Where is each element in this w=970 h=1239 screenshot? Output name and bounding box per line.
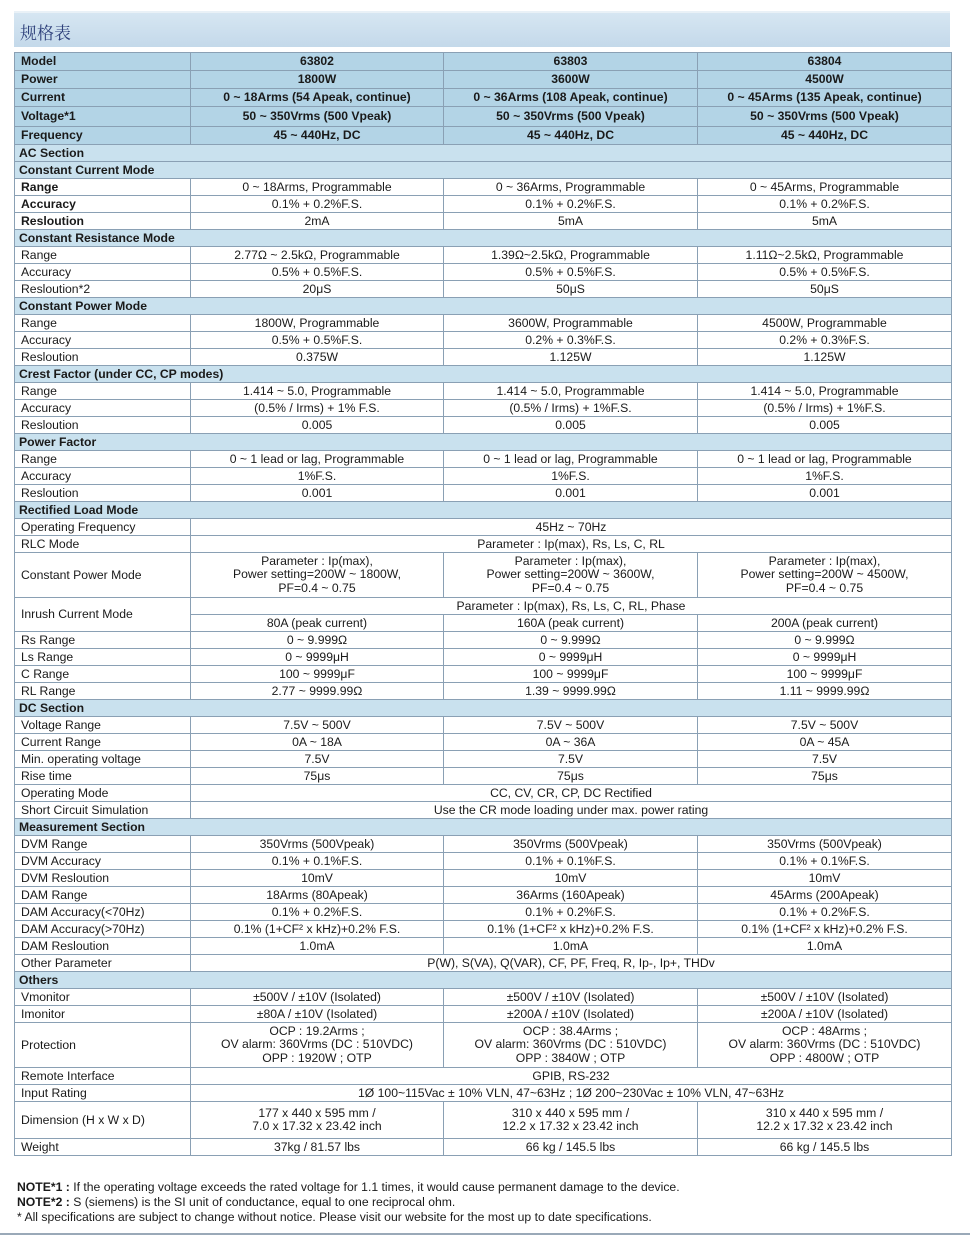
spec-row: [15, 972, 952, 989]
section-title: AC Section: [15, 145, 952, 162]
row-value: 1.11 ~ 9999.99Ω: [698, 683, 952, 700]
row-label: Frequency: [15, 127, 191, 145]
row-value: 20μS: [191, 281, 444, 298]
row-value: 37kg / 81.57 lbs: [191, 1139, 444, 1156]
row-value: 0A ~ 36A: [444, 734, 698, 751]
row-value: Parameter : Ip(max), Power setting=200W ~ 1800W, PF=0.4 ~ 0.75: [191, 553, 444, 598]
row-value: 350Vrms (500Vpeak): [191, 836, 444, 853]
row-value: 0.005: [444, 417, 698, 434]
spec-row: [15, 683, 952, 700]
row-value: 75μs: [444, 768, 698, 785]
spec-row: [15, 332, 952, 349]
row-value: 75μs: [191, 768, 444, 785]
section-title: Measurement Section: [15, 819, 952, 836]
row-label: Constant Power Mode: [15, 553, 191, 598]
spec-row: [15, 989, 952, 1006]
row-value: ±80A / ±10V (Isolated): [191, 1006, 444, 1023]
spec-row: [15, 213, 952, 230]
row-value: CC, CV, CR, CP, DC Rectified: [191, 785, 952, 802]
row-value: 7.5V: [444, 751, 698, 768]
section-title: Constant Resistance Mode: [15, 230, 952, 247]
row-value: 2.77 ~ 9999.99Ω: [191, 683, 444, 700]
row-value: 0.1% + 0.1%F.S.: [444, 853, 698, 870]
row-label: C Range: [15, 666, 191, 683]
row-value: 0.2% + 0.3%F.S.: [698, 332, 952, 349]
spec-row: [15, 853, 952, 870]
row-value: 66 kg / 145.5 lbs: [444, 1139, 698, 1156]
row-label: Ls Range: [15, 649, 191, 666]
spec-table: [14, 52, 952, 1156]
spec-row: [15, 802, 952, 819]
row-value: 1.414 ~ 5.0, Programmable: [698, 383, 952, 400]
row-value: 0.5% + 0.5%F.S.: [698, 264, 952, 281]
row-value: 0 ~ 18Arms, Programmable: [191, 179, 444, 196]
row-value: 0.1% + 0.2%F.S.: [444, 196, 698, 213]
section-title: DC Section: [15, 700, 952, 717]
spec-row: [15, 417, 952, 434]
row-value: 45Hz ~ 70Hz: [191, 519, 952, 536]
spec-row: [15, 768, 952, 785]
row-value: 0 ~ 9999μH: [698, 649, 952, 666]
spec-row: [15, 89, 952, 107]
row-value: 0 ~ 36Arms (108 Apeak, continue): [444, 89, 698, 107]
spec-row: [15, 921, 952, 938]
row-value: 45 ~ 440Hz, DC: [191, 127, 444, 145]
row-label: Current: [15, 89, 191, 107]
note-text: S (siemens) is the SI unit of conductance, equal to one reciprocal ohm.: [73, 1195, 456, 1209]
spec-row: [15, 649, 952, 666]
row-label: Voltage*1: [15, 107, 191, 127]
row-value: 45 ~ 440Hz, DC: [698, 127, 952, 145]
row-label: DAM Resloution: [15, 938, 191, 955]
row-value: 10mV: [444, 870, 698, 887]
spec-row: [15, 281, 952, 298]
row-value: 0.005: [698, 417, 952, 434]
row-value: 63803: [444, 53, 698, 71]
row-value: 310 x 440 x 595 mm / 12.2 x 17.32 x 23.42 inch: [444, 1102, 698, 1139]
spec-row: [15, 519, 952, 536]
row-value: 1800W: [191, 71, 444, 89]
row-value: 0.1% + 0.2%F.S.: [191, 904, 444, 921]
row-label: Resloution: [15, 417, 191, 434]
section-title: Constant Current Mode: [15, 162, 952, 179]
row-value: 45Arms (200Apeak): [698, 887, 952, 904]
spec-row: [15, 938, 952, 955]
spec-row: [15, 502, 952, 519]
section-title: Crest Factor (under CC, CP modes): [15, 366, 952, 383]
row-label: Vmonitor: [15, 989, 191, 1006]
section-title: Power Factor: [15, 434, 952, 451]
row-value: 50 ~ 350Vrms (500 Vpeak): [698, 107, 952, 127]
spec-row: [15, 162, 952, 179]
spec-row: [15, 598, 952, 615]
row-value: 66 kg / 145.5 lbs: [698, 1139, 952, 1156]
row-value: 10mV: [698, 870, 952, 887]
row-label: Resloution: [15, 213, 191, 230]
row-value: 0.2% + 0.3%F.S.: [444, 332, 698, 349]
note-tag: NOTE*1 :: [17, 1180, 70, 1194]
row-value: 50μS: [444, 281, 698, 298]
row-label: Accuracy: [15, 196, 191, 213]
spec-row: [15, 179, 952, 196]
row-value: 350Vrms (500Vpeak): [444, 836, 698, 853]
row-label: Imonitor: [15, 1006, 191, 1023]
row-value: 100 ~ 9999μF: [698, 666, 952, 683]
spec-row: [15, 451, 952, 468]
row-label: Weight: [15, 1139, 191, 1156]
row-label: Accuracy: [15, 264, 191, 281]
row-value: Use the CR mode loading under max. power rating: [191, 802, 952, 819]
row-value: 100 ~ 9999μF: [191, 666, 444, 683]
row-value: 75μs: [698, 768, 952, 785]
section-title: Constant Power Mode: [15, 298, 952, 315]
row-value: 1Ø 100~115Vac ± 10% VLN, 47~63Hz ; 1Ø 200~230Vac ± 10% VLN, 47~63Hz: [191, 1085, 952, 1102]
row-value: 1.125W: [444, 349, 698, 366]
spec-row: [15, 298, 952, 315]
row-label: RL Range: [15, 683, 191, 700]
row-label: Resloution: [15, 485, 191, 502]
row-value: 0 ~ 9999μH: [191, 649, 444, 666]
spec-title: 规格表: [20, 24, 71, 44]
row-value: 5mA: [444, 213, 698, 230]
spec-row: [15, 1139, 952, 1156]
row-label: Power: [15, 71, 191, 89]
spec-row: [15, 400, 952, 417]
row-value: 1.414 ~ 5.0, Programmable: [444, 383, 698, 400]
row-label: Resloution: [15, 349, 191, 366]
row-value: P(W), S(VA), Q(VAR), CF, PF, Freq, R, Ip-, Ip+, THDv: [191, 955, 952, 972]
row-value: 4500W, Programmable: [698, 315, 952, 332]
spec-row: [15, 247, 952, 264]
row-value: 0 ~ 45Arms (135 Apeak, continue): [698, 89, 952, 107]
row-value: (0.5% / Irms) + 1%F.S.: [444, 400, 698, 417]
row-value: 0.1% + 0.2%F.S.: [191, 196, 444, 213]
row-value: 1%F.S.: [698, 468, 952, 485]
row-value: 0.1% + 0.1%F.S.: [191, 853, 444, 870]
spec-row: [15, 553, 952, 598]
spec-row: [15, 785, 952, 802]
row-label: DVM Range: [15, 836, 191, 853]
row-value: 50μS: [698, 281, 952, 298]
row-label: Dimension (H x W x D): [15, 1102, 191, 1139]
section-title: Rectified Load Mode: [15, 502, 952, 519]
row-label: Range: [15, 383, 191, 400]
row-value: 0.001: [444, 485, 698, 502]
spec-row: [15, 1102, 952, 1139]
spec-row: [15, 536, 952, 553]
row-label: Protection: [15, 1023, 191, 1068]
row-value: 310 x 440 x 595 mm / 12.2 x 17.32 x 23.42 inch: [698, 1102, 952, 1139]
section-title: Others: [15, 972, 952, 989]
spec-row: [15, 887, 952, 904]
row-label: Range: [15, 451, 191, 468]
row-value: 0.5% + 0.5%F.S.: [444, 264, 698, 281]
row-value: ±500V / ±10V (Isolated): [444, 989, 698, 1006]
row-value: 1800W, Programmable: [191, 315, 444, 332]
row-label: Accuracy: [15, 468, 191, 485]
spec-row: [15, 1068, 952, 1085]
spec-row: [15, 1006, 952, 1023]
spec-row: [15, 127, 952, 145]
row-value: Parameter : Ip(max), Rs, Ls, C, RL, Phase: [191, 598, 952, 615]
row-value: 1.125W: [698, 349, 952, 366]
spec-row: [15, 819, 952, 836]
row-value: 36Arms (160Apeak): [444, 887, 698, 904]
row-value: 7.5V: [698, 751, 952, 768]
spec-row: [15, 264, 952, 281]
row-label: Inrush Current Mode: [15, 598, 191, 632]
row-label: DVM Resloution: [15, 870, 191, 887]
row-value: 0 ~ 1 lead or lag, Programmable: [698, 451, 952, 468]
spec-row: [15, 955, 952, 972]
row-value: OCP : 19.2Arms ; OV alarm: 360Vrms (DC : 510VDC) OPP : 1920W ; OTP: [191, 1023, 444, 1068]
row-value: Parameter : Ip(max), Rs, Ls, C, RL: [191, 536, 952, 553]
row-value: 7.5V ~ 500V: [698, 717, 952, 734]
row-value: 0.1% (1+CF² x kHz)+0.2% F.S.: [444, 921, 698, 938]
spec-row: [15, 485, 952, 502]
row-value: 1.0mA: [698, 938, 952, 955]
row-value: OCP : 38.4Arms ; OV alarm: 360Vrms (DC : 510VDC) OPP : 3840W ; OTP: [444, 1023, 698, 1068]
row-value: 0 ~ 36Arms, Programmable: [444, 179, 698, 196]
row-value: 7.5V ~ 500V: [191, 717, 444, 734]
spec-row: [15, 434, 952, 451]
row-value: Parameter : Ip(max), Power setting=200W ~ 3600W, PF=0.4 ~ 0.75: [444, 553, 698, 598]
row-value: GPIB, RS-232: [191, 1068, 952, 1085]
notes: [17, 1180, 947, 1225]
row-label: Range: [15, 315, 191, 332]
spec-row: [15, 315, 952, 332]
row-value: 0.1% + 0.2%F.S.: [444, 904, 698, 921]
spec-row: [15, 107, 952, 127]
row-label: DVM Accuracy: [15, 853, 191, 870]
row-value: ±200A / ±10V (Isolated): [698, 1006, 952, 1023]
row-value: (0.5% / Irms) + 1%F.S.: [698, 400, 952, 417]
row-label: Range: [15, 247, 191, 264]
row-value: ±500V / ±10V (Isolated): [191, 989, 444, 1006]
row-label: DAM Range: [15, 887, 191, 904]
row-value: Parameter : Ip(max), Power setting=200W ~ 4500W, PF=0.4 ~ 0.75: [698, 553, 952, 598]
spec-row: [15, 230, 952, 247]
spec-row: [15, 468, 952, 485]
row-label: Other Parameter: [15, 955, 191, 972]
row-value: 2.77Ω ~ 2.5kΩ, Programmable: [191, 247, 444, 264]
spec-row: [15, 71, 952, 89]
spec-row: [15, 717, 952, 734]
row-value: 18Arms (80Apeak): [191, 887, 444, 904]
row-value: 5mA: [698, 213, 952, 230]
spec-row: [15, 366, 952, 383]
row-value: 0.5% + 0.5%F.S.: [191, 264, 444, 281]
spec-row: [15, 145, 952, 162]
row-value: 200A (peak current): [698, 615, 952, 632]
row-value: 1.39Ω~2.5kΩ, Programmable: [444, 247, 698, 264]
row-value: 0 ~ 9999μH: [444, 649, 698, 666]
row-value: 7.5V ~ 500V: [444, 717, 698, 734]
row-value: 0.1% (1+CF² x kHz)+0.2% F.S.: [191, 921, 444, 938]
row-value: 0.001: [698, 485, 952, 502]
row-value: 0 ~ 45Arms, Programmable: [698, 179, 952, 196]
spec-row: [15, 870, 952, 887]
row-label: Resloution*2: [15, 281, 191, 298]
note-line: [17, 1195, 947, 1210]
spec-row: [15, 734, 952, 751]
row-value: 0A ~ 18A: [191, 734, 444, 751]
spec-row: [15, 632, 952, 649]
spec-row: [15, 666, 952, 683]
note-text: * All specifications are subject to change without notice. Please visit our website for the most up to date specifications.: [17, 1210, 652, 1224]
row-value: 1.414 ~ 5.0, Programmable: [191, 383, 444, 400]
row-value: 63802: [191, 53, 444, 71]
row-label: RLC Mode: [15, 536, 191, 553]
note-text: If the operating voltage exceeds the rated voltage for 1.1 times, it would cause permanent damage to the device.: [73, 1180, 680, 1194]
row-value: 80A (peak current): [191, 615, 444, 632]
row-value: 0 ~ 9.999Ω: [698, 632, 952, 649]
row-value: OCP : 48Arms ; OV alarm: 360Vrms (DC : 510VDC) OPP : 4800W ; OTP: [698, 1023, 952, 1068]
row-value: 0.5% + 0.5%F.S.: [191, 332, 444, 349]
row-value: 177 x 440 x 595 mm / 7.0 x 17.32 x 23.42 inch: [191, 1102, 444, 1139]
row-value: 0.1% + 0.2%F.S.: [698, 904, 952, 921]
row-value: 0.375W: [191, 349, 444, 366]
row-value: ±200A / ±10V (Isolated): [444, 1006, 698, 1023]
row-value: 0 ~ 1 lead or lag, Programmable: [444, 451, 698, 468]
row-value: 0.1% + 0.1%F.S.: [698, 853, 952, 870]
row-value: 1%F.S.: [444, 468, 698, 485]
row-label: DAM Accuracy(<70Hz): [15, 904, 191, 921]
spec-row: [15, 349, 952, 366]
spec-row: [15, 904, 952, 921]
row-label: Voltage Range: [15, 717, 191, 734]
row-label: Min. operating voltage: [15, 751, 191, 768]
spec-title-bar: [14, 11, 950, 47]
row-value: 4500W: [698, 71, 952, 89]
note-line: [17, 1180, 947, 1195]
spec-row: [15, 1023, 952, 1068]
row-value: 0A ~ 45A: [698, 734, 952, 751]
row-value: 0.1% + 0.2%F.S.: [698, 196, 952, 213]
row-value: 1.0mA: [444, 938, 698, 955]
row-value: 63804: [698, 53, 952, 71]
row-label: Range: [15, 179, 191, 196]
row-value: 100 ~ 9999μF: [444, 666, 698, 683]
spec-row: [15, 836, 952, 853]
row-value: 50 ~ 350Vrms (500 Vpeak): [444, 107, 698, 127]
row-value: 3600W, Programmable: [444, 315, 698, 332]
row-label: DAM Accuracy(>70Hz): [15, 921, 191, 938]
row-value: 3600W: [444, 71, 698, 89]
row-value: 1.0mA: [191, 938, 444, 955]
row-label: Operating Frequency: [15, 519, 191, 536]
row-label: Input Rating: [15, 1085, 191, 1102]
row-value: 2mA: [191, 213, 444, 230]
spec-row: [15, 751, 952, 768]
row-value: 1.39 ~ 9999.99Ω: [444, 683, 698, 700]
row-label: Accuracy: [15, 332, 191, 349]
row-label: Current Range: [15, 734, 191, 751]
row-value: 0 ~ 9.999Ω: [444, 632, 698, 649]
row-value: 1.11Ω~2.5kΩ, Programmable: [698, 247, 952, 264]
row-value: 0 ~ 1 lead or lag, Programmable: [191, 451, 444, 468]
row-label: Rs Range: [15, 632, 191, 649]
note-tag: NOTE*2 :: [17, 1195, 70, 1209]
row-value: 1%F.S.: [191, 468, 444, 485]
row-label: Remote Interface: [15, 1068, 191, 1085]
row-value: 0 ~ 9.999Ω: [191, 632, 444, 649]
row-label: Accuracy: [15, 400, 191, 417]
row-label: Model: [15, 53, 191, 71]
row-value: 160A (peak current): [444, 615, 698, 632]
row-value: 0.1% (1+CF² x kHz)+0.2% F.S.: [698, 921, 952, 938]
spec-row: [15, 383, 952, 400]
spec-row: [15, 700, 952, 717]
spec-row: [15, 53, 952, 71]
row-value: ±500V / ±10V (Isolated): [698, 989, 952, 1006]
row-value: 50 ~ 350Vrms (500 Vpeak): [191, 107, 444, 127]
row-label: Operating Mode: [15, 785, 191, 802]
row-value: 350Vrms (500Vpeak): [698, 836, 952, 853]
spec-row: [15, 196, 952, 213]
row-value: 0 ~ 18Arms (54 Apeak, continue): [191, 89, 444, 107]
row-value: 0.005: [191, 417, 444, 434]
row-value: 7.5V: [191, 751, 444, 768]
spec-row: [15, 1085, 952, 1102]
row-value: 45 ~ 440Hz, DC: [444, 127, 698, 145]
row-value: 0.001: [191, 485, 444, 502]
row-value: (0.5% / Irms) + 1% F.S.: [191, 400, 444, 417]
note-line: [17, 1210, 947, 1225]
row-value: 10mV: [191, 870, 444, 887]
bottom-divider: [0, 1233, 970, 1235]
row-label: Rise time: [15, 768, 191, 785]
row-label: Short Circuit Simulation: [15, 802, 191, 819]
